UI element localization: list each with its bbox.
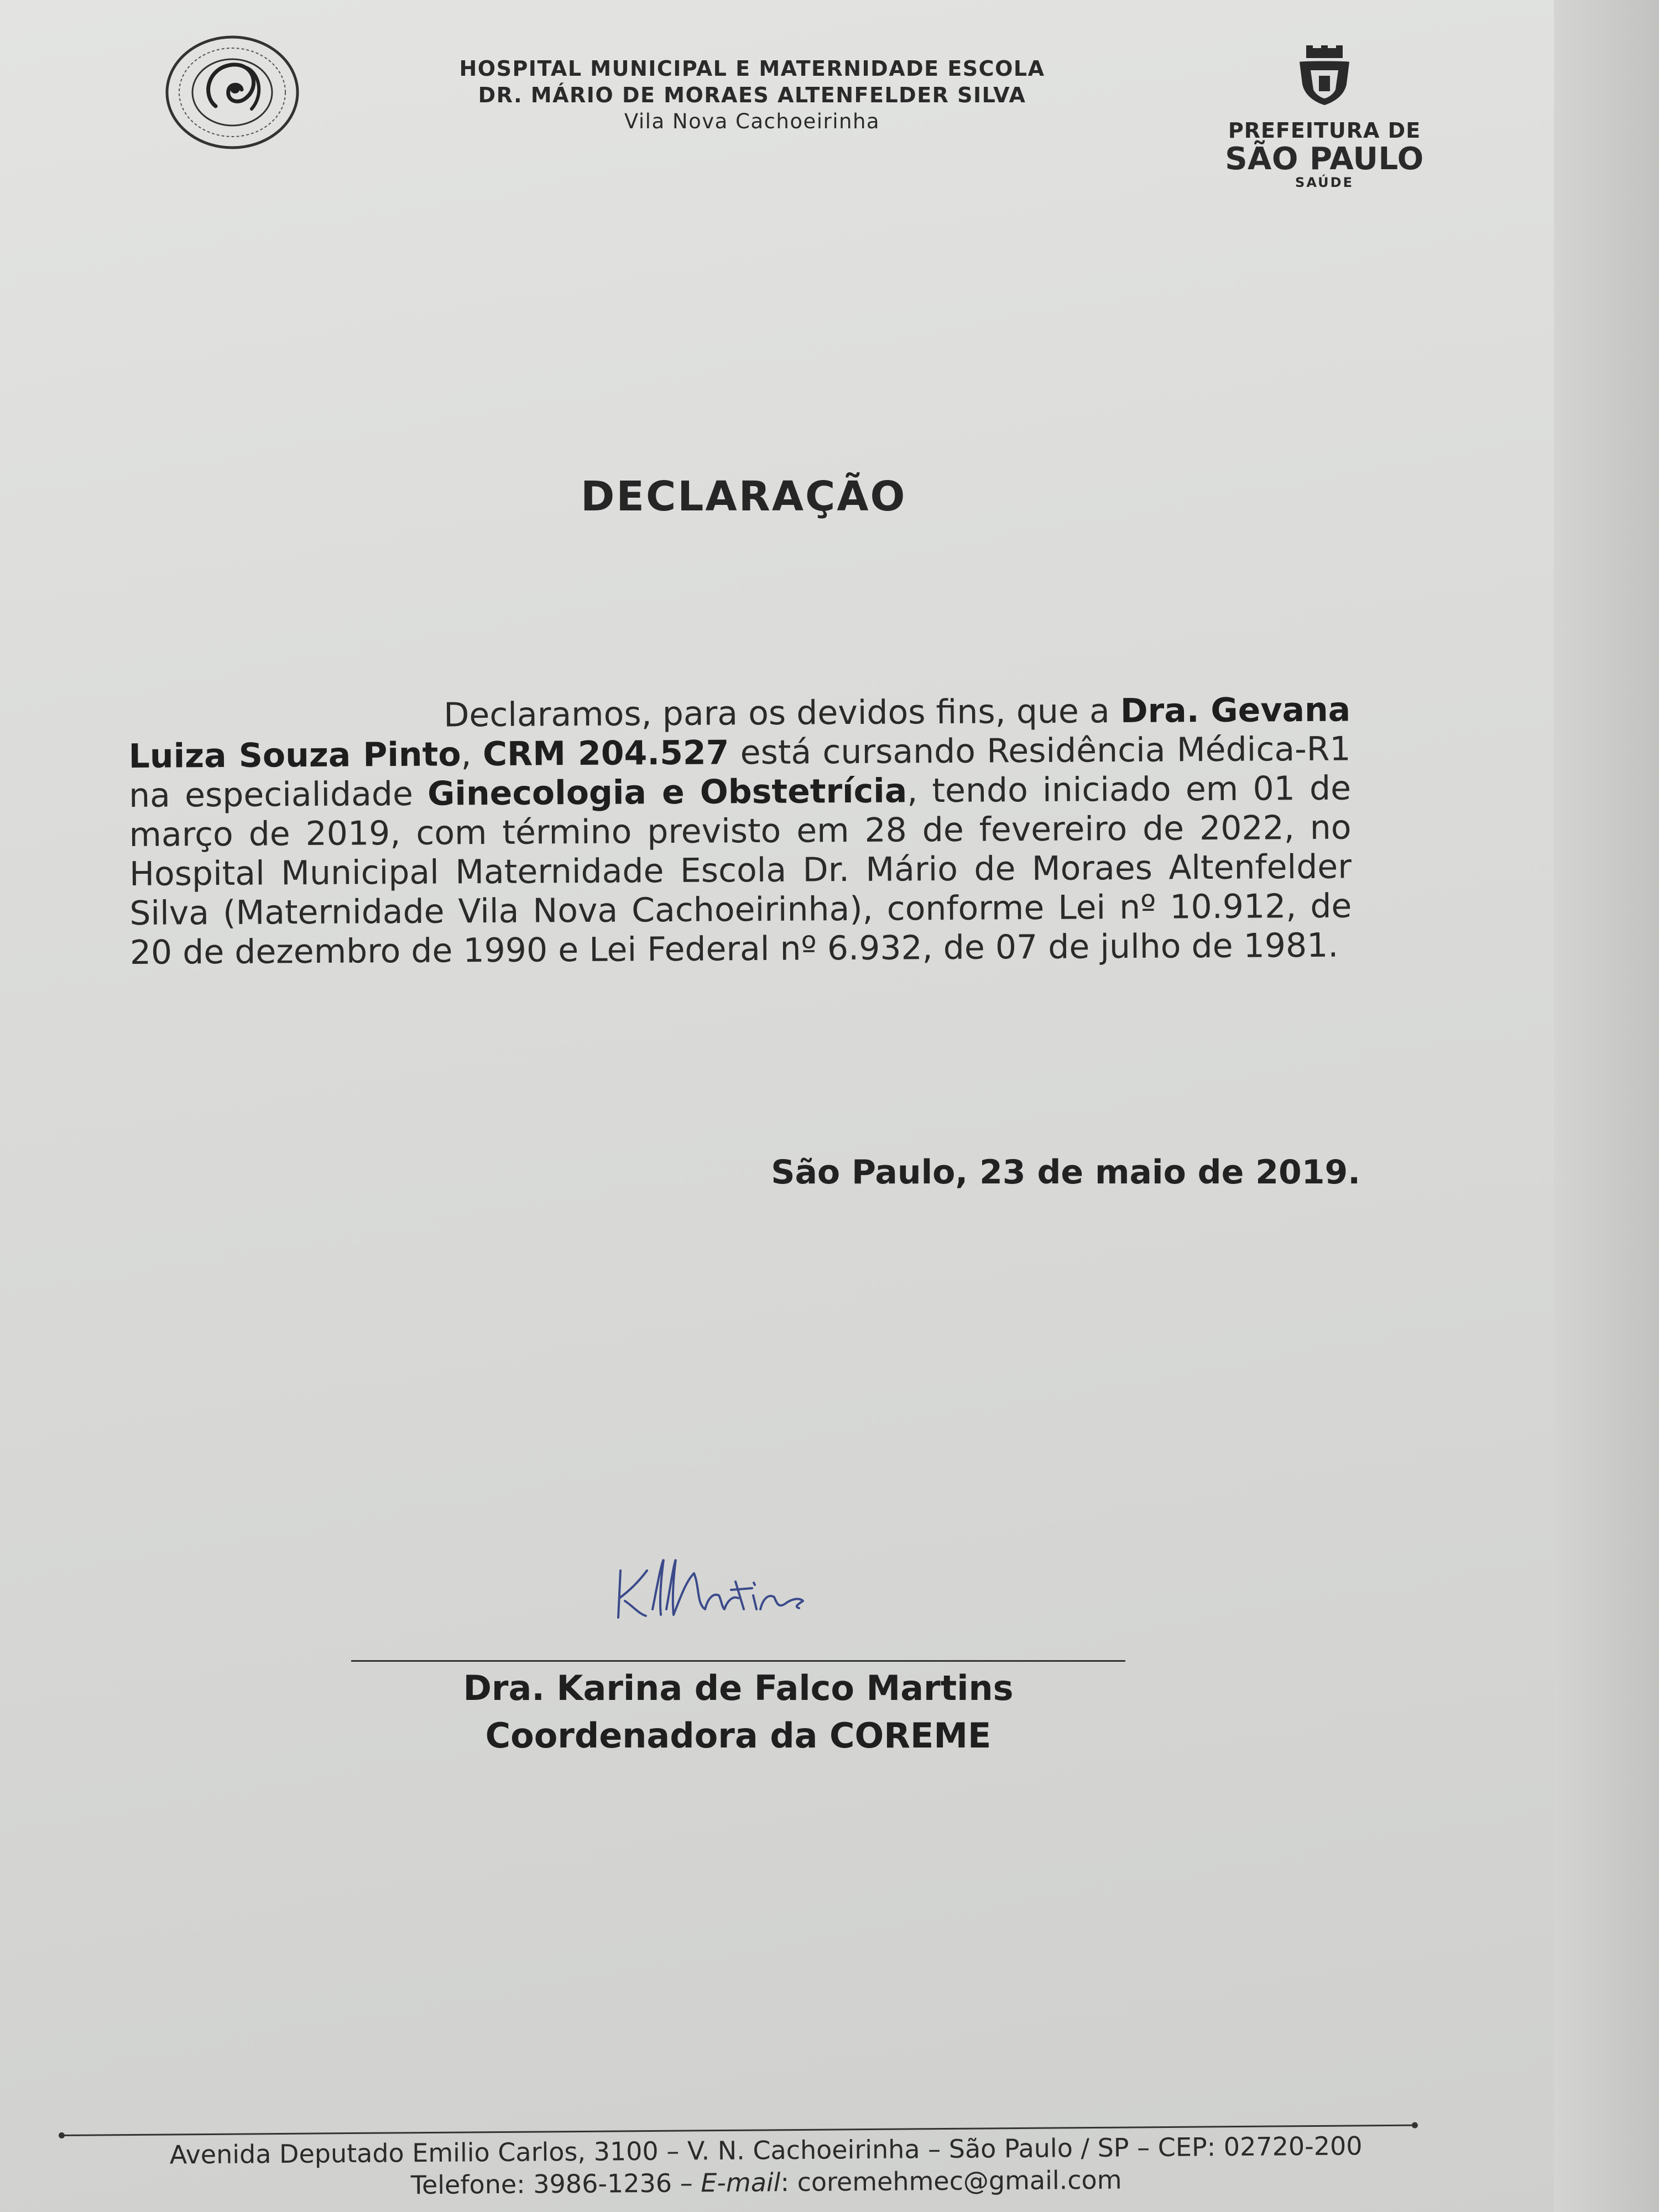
- handwritten-signature: [608, 1548, 830, 1631]
- hospital-name-line1: HOSPITAL MUNICIPAL E MATERNIDADE ESCOLA: [459, 56, 1045, 81]
- contact-separator: –: [671, 2168, 701, 2198]
- date-line: São Paulo, 23 de maio de 2019.: [771, 1153, 1360, 1192]
- department-name: SAÚDE: [1295, 175, 1354, 190]
- body-text-2: ,: [461, 735, 483, 774]
- city-name: SÃO PAULO: [1225, 141, 1424, 177]
- hospital-name-line2: DR. MÁRIO DE MORAES ALTENFELDER SILVA: [478, 83, 1026, 107]
- specialty-name: Ginecologia e Obstetrícia: [427, 771, 907, 813]
- email-colon: :: [780, 2167, 797, 2198]
- hospital-location: Vila Nova Cachoeirinha: [624, 109, 880, 133]
- maternity-seal-icon: [163, 34, 301, 150]
- footer: [130, 2130, 1402, 2203]
- crm-number: CRM 204.527: [482, 733, 729, 774]
- phone-label: Telefone:: [410, 2169, 534, 2200]
- signer-role: Coordenadora da COREME: [485, 1715, 992, 1756]
- body-text-1: Declaramos, para os devidos fins, que a: [443, 692, 1121, 735]
- doctor-name: Dra. Gevana Luiza Souza Pinto: [128, 690, 1351, 776]
- paragraph-indent: [128, 727, 444, 728]
- prefeitura-logo: [1214, 45, 1435, 190]
- body-text-3: está cursando Residência Médica-R1 na especialidade: [128, 729, 1351, 815]
- hospital-header: [420, 55, 1084, 135]
- signature-line: [351, 1660, 1125, 1662]
- email-address: coremehmec@gmail.com: [797, 2164, 1122, 2197]
- coat-of-arms-icon: [1294, 45, 1355, 106]
- prefeitura-label: PREFEITURA DE: [1228, 118, 1421, 143]
- phone-number: 3986-1236: [533, 2168, 672, 2199]
- email-label: E-mail: [701, 2167, 781, 2198]
- declaration-paragraph: [128, 691, 1352, 973]
- footer-address: Avenida Deputado Emilio Carlos, 3100 – V. N. Cachoeirinha – São Paulo / SP – CEP: 02720-200: [169, 2131, 1363, 2170]
- document-title: DECLARAÇÃO: [581, 473, 907, 520]
- paper-edge-shadow: [1554, 0, 1659, 2212]
- signer-name: Dra. Karina de Falco Martins: [463, 1668, 1014, 1708]
- signer-block: [351, 1665, 1125, 1760]
- body-text-4: , tendo iniciado em 01 de março de 2019, com término previsto em 28 de fevereiro de 2022, no Hospital Municipal Maternidade Escola Dr. Mário de Moraes Altenfelder Silva (Maternidade Vila Nova Cachoeirinha), conforme Lei nº 10.912, de 20 de dezembro de 1990 e Lei Federal nº 6.932, de 07 de julho de 1981.: [129, 769, 1352, 972]
